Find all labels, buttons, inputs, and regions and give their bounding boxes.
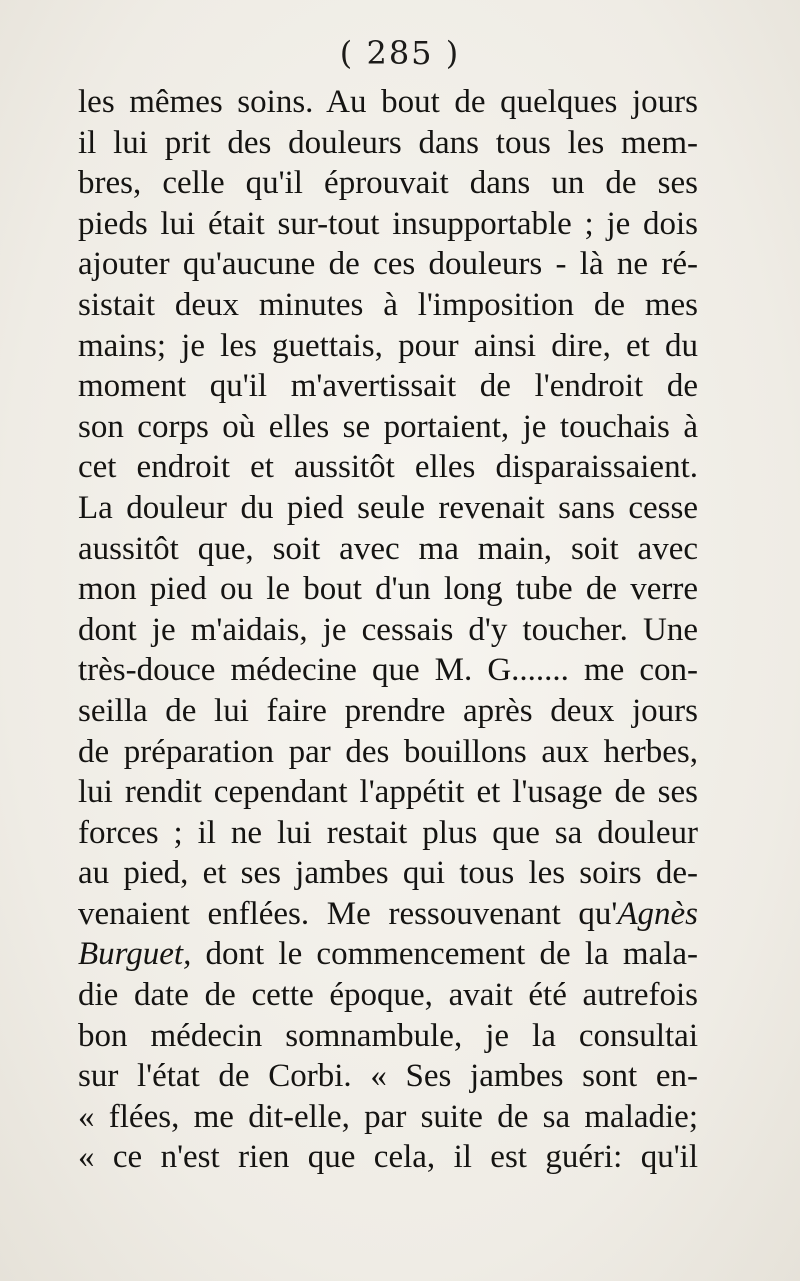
text-line: moment qu'il m'avertissait de l'endroit de — [78, 368, 698, 405]
text-line: seilla de lui faire prendre après deux jours — [78, 692, 698, 729]
text-line: aussitôt que, soit avec ma main, soit avec — [78, 530, 698, 567]
text-line: cet endroit et aussitôt elles disparaissaient. — [78, 449, 698, 486]
text-line: ajouter qu'aucune de ces douleurs - là ne ré- — [78, 246, 698, 283]
text-line: « flées, me dit-elle, par suite de sa maladie; — [78, 1098, 698, 1135]
text-run: dont le commencement de la mala- — [205, 936, 698, 973]
text-line: « ce n'est rien que cela, il est guéri: qu'il — [78, 1139, 698, 1176]
text-run: venaient enflées. Me ressouvenant qu' — [78, 895, 618, 932]
text-line: bres, celle qu'il éprouvait dans un de ses — [78, 165, 698, 202]
text-line: de préparation par des bouillons aux herbes, — [78, 733, 698, 770]
italic-name: Burguet, — [78, 936, 192, 973]
text-line: pieds lui était sur-tout insupportable ; je dois — [78, 205, 698, 242]
text-line: dont je m'aidais, je cessais d'y toucher. Une — [78, 611, 698, 648]
text-line: mains; je les guettais, pour ainsi dire, et du — [78, 327, 698, 364]
text-line: lui rendit cependant l'appétit et l'usage de ses — [78, 774, 698, 811]
text-line: sistait deux minutes à l'imposition de mes — [78, 286, 698, 323]
text-line: très-douce médecine que M. G....... me con- — [78, 652, 698, 689]
text-line: il lui prit des douleurs dans tous les mem- — [78, 124, 698, 161]
text-line: son corps où elles se portaient, je touchais à — [78, 408, 698, 445]
text-line: au pied, et ses jambes qui tous les soirs de- — [78, 855, 698, 892]
text-line: die date de cette époque, avait été autrefois — [78, 977, 698, 1014]
text-line: forces ; il ne lui restait plus que sa douleur — [78, 814, 698, 851]
italic-name: Agnès — [617, 895, 698, 932]
text-line: sur l'état de Corbi. « Ses jambes sont en- — [78, 1058, 698, 1095]
text-line: bon médecin somnambule, je la consultai — [78, 1017, 698, 1054]
page-number: ( 285 ) — [339, 34, 461, 72]
text-line: les mêmes soins. Au bout de quelques jours — [78, 84, 698, 120]
text-line: mon pied ou le bout d'un long tube de verre — [78, 571, 698, 608]
text-line-mixed — [78, 934, 698, 975]
body-text — [78, 82, 698, 1178]
text-line: La douleur du pied seule revenait sans cesse — [78, 489, 698, 526]
text-line-mixed — [78, 894, 698, 935]
